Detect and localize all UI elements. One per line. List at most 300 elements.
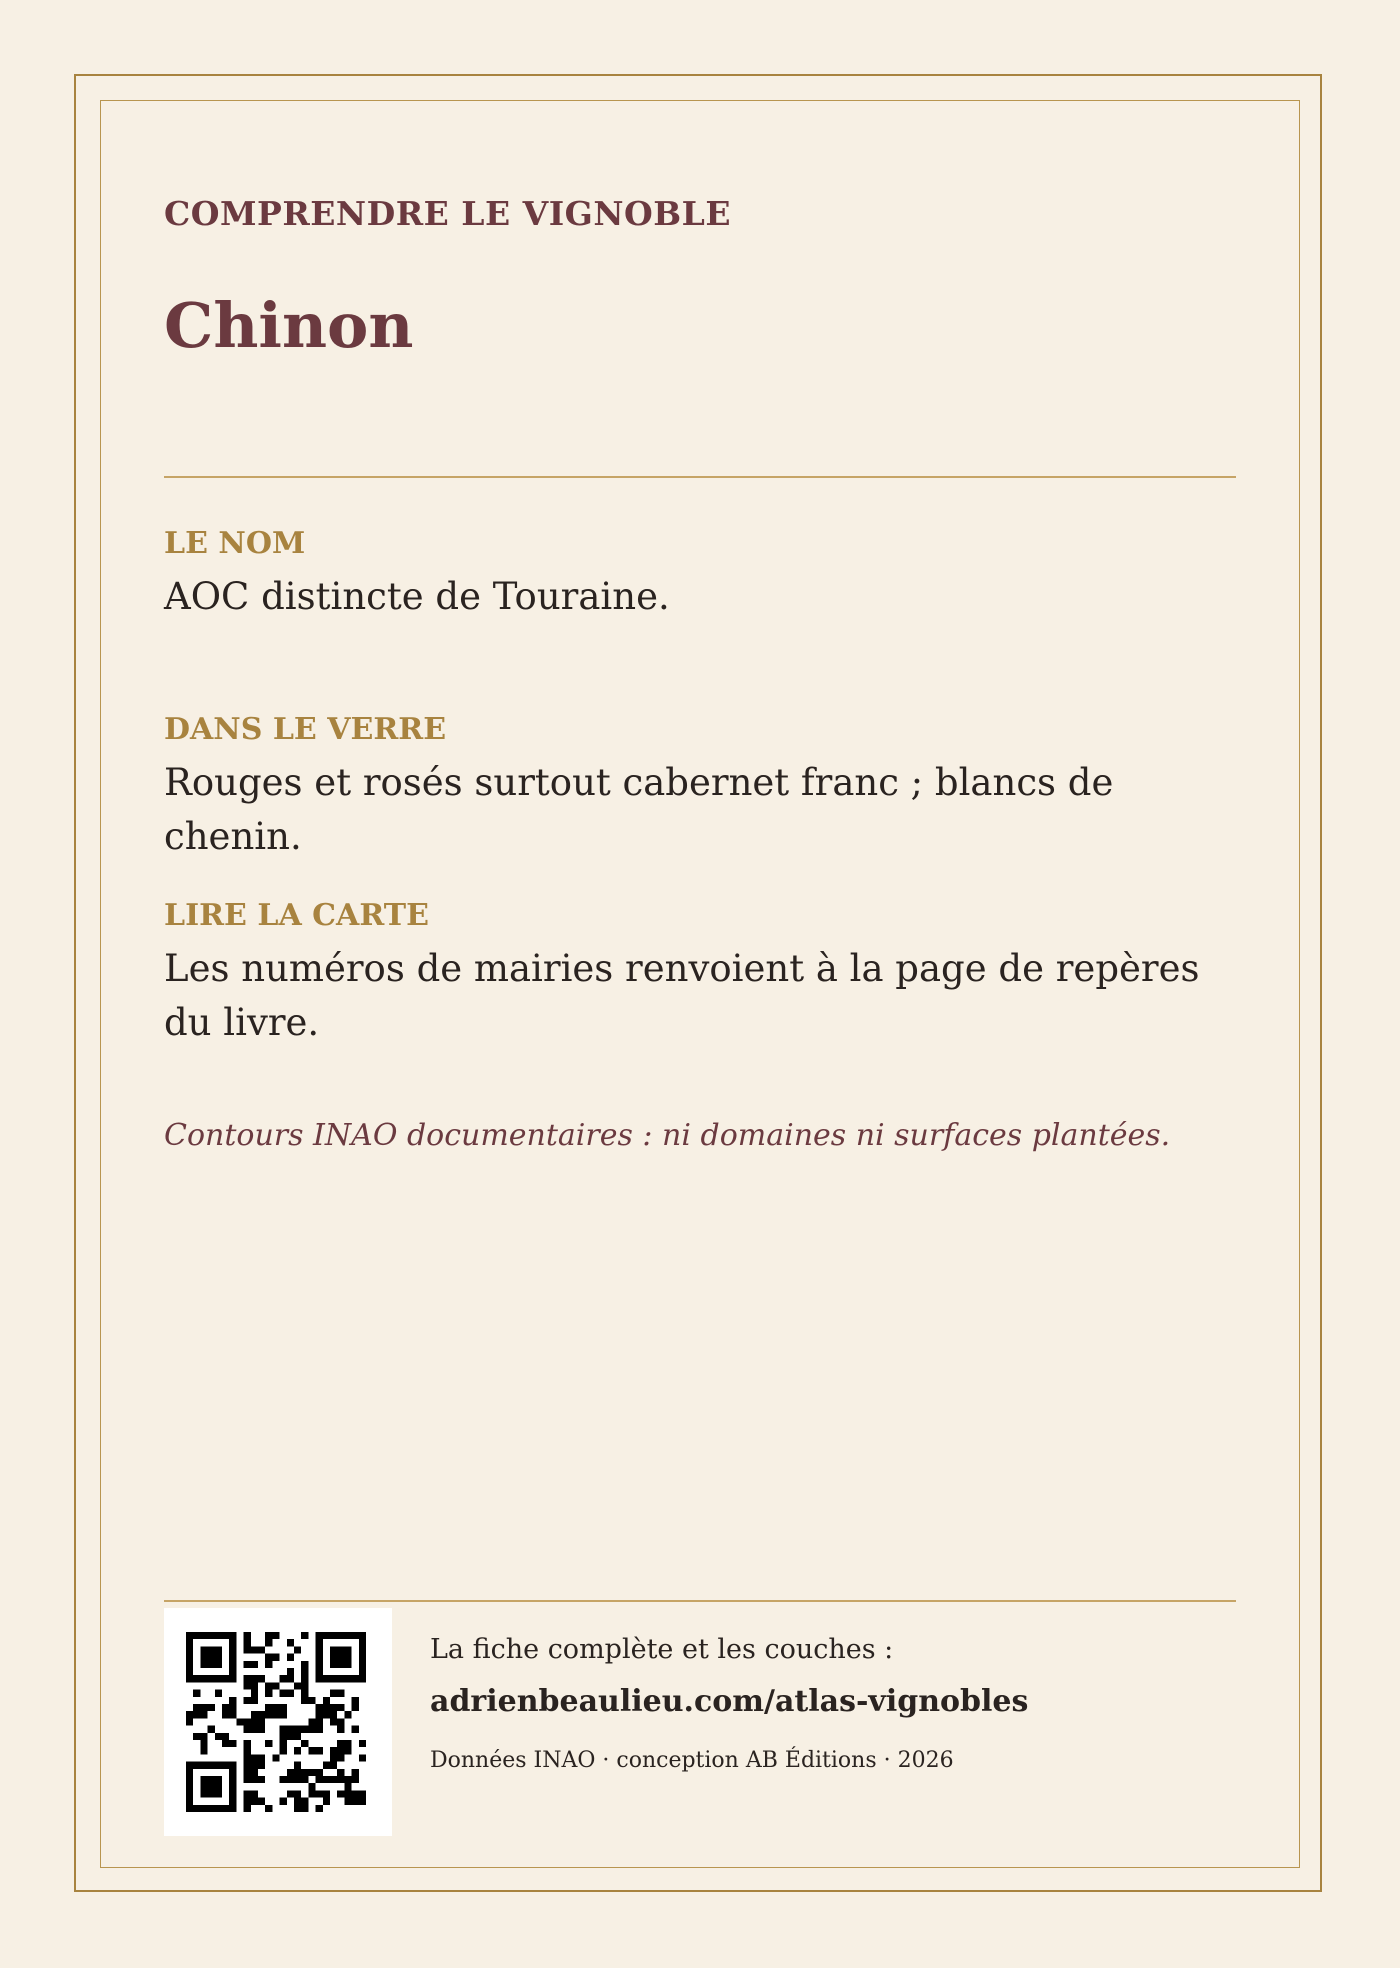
qr-module (244, 1661, 251, 1668)
qr-module (316, 1675, 323, 1682)
qr-module (244, 1805, 251, 1812)
qr-code-icon (164, 1608, 392, 1836)
qr-module (258, 1646, 265, 1653)
qr-module (236, 1718, 243, 1725)
qr-module (200, 1704, 207, 1711)
qr-module (344, 1776, 351, 1783)
qr-module (208, 1783, 215, 1790)
qr-module (215, 1632, 222, 1639)
qr-module (193, 1733, 200, 1740)
qr-module (337, 1718, 344, 1725)
qr-module (208, 1762, 215, 1769)
qr-module (251, 1754, 258, 1761)
footer-intro: La fiche complète et les couches : (430, 1634, 894, 1665)
qr-module (316, 1747, 323, 1754)
footer-url-link[interactable]: adrienbeaulieu.com/atlas-vignobles (430, 1684, 1029, 1719)
qr-module (200, 1711, 207, 1718)
qr-module (330, 1646, 337, 1653)
qr-module (200, 1747, 207, 1754)
divider-top (164, 476, 1236, 478)
qr-module (280, 1690, 287, 1697)
qr-module (244, 1646, 251, 1653)
qr-module (352, 1726, 359, 1733)
qr-module (287, 1726, 294, 1733)
qr-module (323, 1675, 330, 1682)
qr-module (251, 1790, 258, 1797)
page-title: Chinon (164, 289, 414, 362)
qr-module (359, 1646, 366, 1653)
qr-module (193, 1690, 200, 1697)
qr-module (222, 1805, 229, 1812)
qr-module (208, 1805, 215, 1812)
qr-module (344, 1675, 351, 1682)
qr-module (215, 1762, 222, 1769)
qr-module (308, 1726, 315, 1733)
qr-module (330, 1661, 337, 1668)
qr-module (251, 1697, 258, 1704)
qr-module (200, 1790, 207, 1797)
qr-module (200, 1654, 207, 1661)
qr-module (208, 1675, 215, 1682)
qr-module (280, 1711, 287, 1718)
qr-module (229, 1805, 236, 1812)
qr-module (265, 1805, 272, 1812)
section-text-carte: Les numéros de mairies renvoient à la page de repères du livre. (164, 947, 1200, 1044)
section-kicker: COMPRENDRE LE VIGNOBLE (164, 194, 732, 233)
qr-module (316, 1769, 323, 1776)
qr-module (186, 1805, 193, 1812)
qr-module (337, 1747, 344, 1754)
qr-module (251, 1798, 258, 1805)
qr-module (200, 1762, 207, 1769)
qr-module (222, 1740, 229, 1747)
qr-module (316, 1646, 323, 1653)
qr-module (186, 1675, 193, 1682)
qr-module (208, 1790, 215, 1797)
qr-module (200, 1632, 207, 1639)
qr-module (301, 1726, 308, 1733)
qr-module (359, 1754, 366, 1761)
qr-module (301, 1668, 308, 1675)
qr-module (301, 1661, 308, 1668)
qr-module (359, 1639, 366, 1646)
qr-module (193, 1805, 200, 1812)
qr-module (344, 1747, 351, 1754)
qr-module (244, 1639, 251, 1646)
qr-module (186, 1762, 193, 1769)
qr-module (287, 1733, 294, 1740)
qr-module (244, 1718, 251, 1725)
qr-module (359, 1790, 366, 1797)
qr-module (330, 1675, 337, 1682)
qr-module (244, 1632, 251, 1639)
qr-module (229, 1697, 236, 1704)
qr-module (215, 1675, 222, 1682)
qr-module (200, 1661, 207, 1668)
qr-module (294, 1769, 301, 1776)
qr-module (359, 1675, 366, 1682)
section-text-nom: AOC distincte de Touraine. (164, 575, 670, 618)
qr-module (251, 1718, 258, 1725)
qr-module (337, 1726, 344, 1733)
qr-module (272, 1682, 279, 1689)
qr-module (344, 1798, 351, 1805)
qr-module (337, 1790, 344, 1797)
qr-module (294, 1776, 301, 1783)
qr-module (330, 1776, 337, 1783)
qr-module (323, 1762, 330, 1769)
section-label-verre: DANS LE VERRE (164, 712, 447, 747)
qr-module (280, 1675, 287, 1682)
qr-module (244, 1762, 251, 1769)
qr-module (215, 1783, 222, 1790)
qr-module (280, 1798, 287, 1805)
qr-module (301, 1798, 308, 1805)
qr-module (280, 1740, 287, 1747)
qr-module (251, 1776, 258, 1783)
qr-module (229, 1646, 236, 1653)
qr-module (301, 1690, 308, 1697)
qr-module (272, 1632, 279, 1639)
qr-module (229, 1668, 236, 1675)
qr-module (308, 1783, 315, 1790)
qr-module (337, 1704, 344, 1711)
qr-module (337, 1754, 344, 1761)
qr-module (229, 1639, 236, 1646)
qr-module (352, 1790, 359, 1797)
qr-module (294, 1762, 301, 1769)
qr-module (287, 1654, 294, 1661)
qr-module (186, 1668, 193, 1675)
section-label-carte: LIRE LA CARTE (164, 898, 429, 933)
qr-module (352, 1632, 359, 1639)
qr-module (193, 1704, 200, 1711)
qr-module (265, 1682, 272, 1689)
qr-module (301, 1632, 308, 1639)
qr-module (330, 1654, 337, 1661)
qr-module (344, 1740, 351, 1747)
qr-module (287, 1668, 294, 1675)
qr-module (330, 1718, 337, 1725)
qr-module (222, 1675, 229, 1682)
footer-credit: Données INAO · conception AB Éditions · 2026 (430, 1748, 954, 1773)
qr-module (244, 1740, 251, 1747)
qr-module (244, 1697, 251, 1704)
qr-module (294, 1646, 301, 1653)
qr-module (222, 1733, 229, 1740)
qr-module (294, 1733, 301, 1740)
qr-module (186, 1661, 193, 1668)
qr-module (265, 1661, 272, 1668)
qr-module (186, 1632, 193, 1639)
qr-module (344, 1661, 351, 1668)
qr-module (330, 1690, 337, 1697)
qr-module (251, 1661, 258, 1668)
qr-module (294, 1805, 301, 1812)
qr-module (244, 1776, 251, 1783)
qr-module (215, 1661, 222, 1668)
qr-module (208, 1776, 215, 1783)
qr-module (200, 1776, 207, 1783)
qr-module (359, 1798, 366, 1805)
qr-module (229, 1769, 236, 1776)
qr-module (229, 1762, 236, 1769)
qr-module (186, 1769, 193, 1776)
qr-module (258, 1718, 265, 1725)
qr-module (251, 1762, 258, 1769)
qr-module (316, 1726, 323, 1733)
qr-module (215, 1654, 222, 1661)
qr-module (352, 1776, 359, 1783)
qr-module (316, 1654, 323, 1661)
qr-module (258, 1726, 265, 1733)
qr-module (301, 1697, 308, 1704)
qr-module (258, 1675, 265, 1682)
qr-module (265, 1711, 272, 1718)
qr-module (323, 1704, 330, 1711)
qr-module (251, 1675, 258, 1682)
qr-module (330, 1747, 337, 1754)
qr-module (186, 1639, 193, 1646)
qr-module (359, 1661, 366, 1668)
qr-module (229, 1654, 236, 1661)
qr-module (200, 1783, 207, 1790)
qr-module (244, 1726, 251, 1733)
qr-module (316, 1805, 323, 1812)
qr-module (337, 1776, 344, 1783)
qr-module (272, 1654, 279, 1661)
qr-module (294, 1726, 301, 1733)
qr-module (222, 1711, 229, 1718)
qr-module (186, 1783, 193, 1790)
qr-module (186, 1776, 193, 1783)
qr-module (287, 1769, 294, 1776)
qr-module (251, 1711, 258, 1718)
qr-module (352, 1769, 359, 1776)
section-label-nom: LE NOM (164, 526, 306, 561)
qr-module (308, 1747, 315, 1754)
qr-module (200, 1740, 207, 1747)
qr-module (200, 1675, 207, 1682)
divider-bottom (164, 1600, 1236, 1602)
qr-module (229, 1798, 236, 1805)
qr-module (265, 1654, 272, 1661)
qr-module (323, 1790, 330, 1797)
qr-module (316, 1718, 323, 1725)
qr-module (272, 1704, 279, 1711)
qr-module (352, 1704, 359, 1711)
qr-module (244, 1769, 251, 1776)
qr-module (330, 1711, 337, 1718)
qr-module (316, 1790, 323, 1797)
qr-module (258, 1776, 265, 1783)
qr-module (186, 1711, 193, 1718)
qr-module (359, 1654, 366, 1661)
qr-module (301, 1805, 308, 1812)
qr-module (352, 1675, 359, 1682)
qr-module (337, 1646, 344, 1653)
qr-module (244, 1798, 251, 1805)
qr-module (208, 1704, 215, 1711)
qr-module (323, 1632, 330, 1639)
qr-module (251, 1690, 258, 1697)
qr-module (316, 1711, 323, 1718)
qr-module (344, 1632, 351, 1639)
qr-module (215, 1805, 222, 1812)
qr-module (344, 1783, 351, 1790)
disclaimer-note: Contours INAO documentaires : ni domaines ni surfaces plantées. (164, 1118, 1171, 1153)
qr-module (337, 1632, 344, 1639)
qr-module (280, 1733, 287, 1740)
qr-module (265, 1740, 272, 1747)
qr-module (316, 1704, 323, 1711)
qr-module (200, 1805, 207, 1812)
qr-module (308, 1769, 315, 1776)
qr-module (186, 1798, 193, 1805)
qr-module (337, 1654, 344, 1661)
qr-module (244, 1790, 251, 1797)
qr-module (258, 1798, 265, 1805)
qr-module (193, 1632, 200, 1639)
qr-module (244, 1682, 251, 1689)
qr-module (352, 1798, 359, 1805)
qr-module (251, 1726, 258, 1733)
qr-module (337, 1661, 344, 1668)
qr-module (244, 1675, 251, 1682)
qr-module (301, 1769, 308, 1776)
qr-module (193, 1711, 200, 1718)
qr-module (344, 1711, 351, 1718)
qr-module (229, 1704, 236, 1711)
qr-module (229, 1776, 236, 1783)
qr-module (265, 1704, 272, 1711)
qr-module (359, 1740, 366, 1747)
qr-module (208, 1632, 215, 1639)
qr-module (244, 1747, 251, 1754)
qr-module (229, 1675, 236, 1682)
qr-module (316, 1639, 323, 1646)
qr-module (330, 1754, 337, 1761)
qr-module (215, 1646, 222, 1653)
qr-module (337, 1769, 344, 1776)
qr-module (272, 1754, 279, 1761)
qr-module (323, 1697, 330, 1704)
qr-module (244, 1754, 251, 1761)
qr-module (287, 1639, 294, 1646)
qr-module (258, 1711, 265, 1718)
qr-module (308, 1790, 315, 1797)
qr-module (280, 1704, 287, 1711)
qr-module (186, 1790, 193, 1797)
qr-module (222, 1632, 229, 1639)
qr-module (272, 1711, 279, 1718)
qr-module (316, 1668, 323, 1675)
qr-module (359, 1668, 366, 1675)
qr-module (301, 1682, 308, 1689)
qr-module (287, 1690, 294, 1697)
qr-module (294, 1798, 301, 1805)
qr-module (251, 1646, 258, 1653)
qr-module (265, 1690, 272, 1697)
qr-module (258, 1754, 265, 1761)
qr-module (229, 1740, 236, 1747)
qr-module (280, 1747, 287, 1754)
qr-module (316, 1661, 323, 1668)
qr-module (330, 1762, 337, 1769)
qr-module (337, 1675, 344, 1682)
qr-module (301, 1740, 308, 1747)
qr-module (344, 1646, 351, 1653)
qr-module (200, 1646, 207, 1653)
qr-module (229, 1632, 236, 1639)
section-text-verre: Rouges et rosés surtout cabernet franc ; blancs de chenin. (164, 761, 1114, 858)
qr-module (323, 1798, 330, 1805)
qr-module (229, 1783, 236, 1790)
qr-module (215, 1690, 222, 1697)
qr-module (308, 1697, 315, 1704)
qr-module (208, 1654, 215, 1661)
qr-module (186, 1654, 193, 1661)
qr-module (287, 1675, 294, 1682)
qr-module (215, 1790, 222, 1797)
qr-module (215, 1733, 222, 1740)
qr-module (208, 1646, 215, 1653)
qr-module (186, 1718, 193, 1725)
qr-module (323, 1776, 330, 1783)
qr-module (308, 1718, 315, 1725)
qr-module (229, 1661, 236, 1668)
qr-module (280, 1776, 287, 1783)
qr-module (208, 1726, 215, 1733)
qr-module (251, 1769, 258, 1776)
qr-module (301, 1776, 308, 1783)
qr-module (316, 1632, 323, 1639)
qr-module (287, 1790, 294, 1797)
qr-module (294, 1682, 301, 1689)
qr-module (265, 1632, 272, 1639)
qr-module (344, 1654, 351, 1661)
qr-module (222, 1762, 229, 1769)
qr-module (265, 1639, 272, 1646)
qr-module (193, 1762, 200, 1769)
qr-module (186, 1646, 193, 1653)
qr-module (344, 1790, 351, 1797)
qr-module (208, 1661, 215, 1668)
qr-module (316, 1776, 323, 1783)
qr-module (337, 1740, 344, 1747)
qr-module (294, 1790, 301, 1797)
qr-module (280, 1726, 287, 1733)
qr-module (229, 1711, 236, 1718)
qr-module (301, 1675, 308, 1682)
qr-module (200, 1733, 207, 1740)
qr-code-graphic (186, 1632, 366, 1812)
qr-module (330, 1704, 337, 1711)
qr-module (222, 1704, 229, 1711)
qr-module (258, 1762, 265, 1769)
qr-module (352, 1697, 359, 1704)
qr-module (193, 1675, 200, 1682)
qr-module (323, 1711, 330, 1718)
qr-module (330, 1632, 337, 1639)
qr-module (251, 1682, 258, 1689)
qr-module (337, 1690, 344, 1697)
qr-module (215, 1776, 222, 1783)
qr-module (359, 1632, 366, 1639)
qr-module (287, 1776, 294, 1783)
qr-module (229, 1790, 236, 1797)
qr-module (294, 1747, 301, 1754)
